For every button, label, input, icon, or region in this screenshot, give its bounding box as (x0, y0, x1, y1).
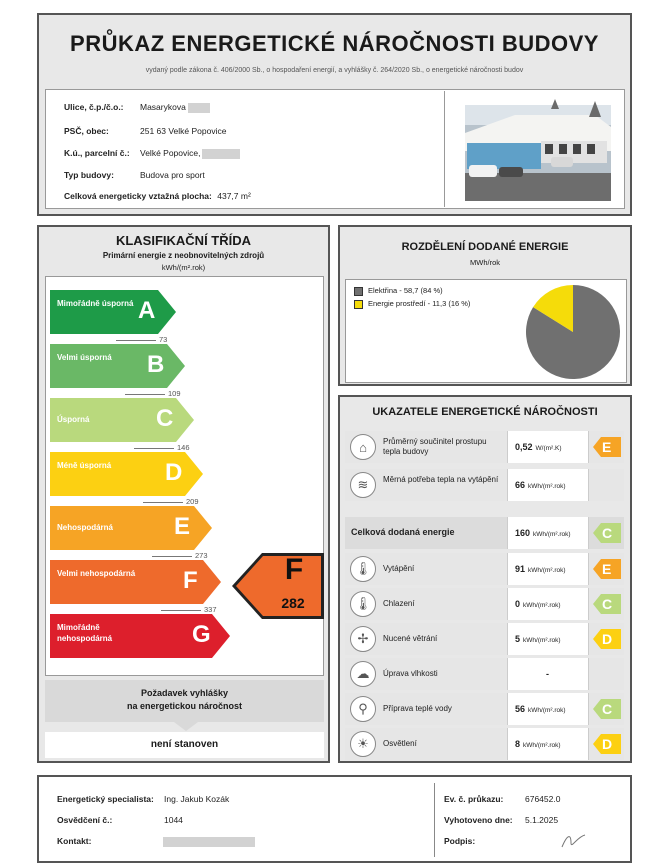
class-bar-b (50, 344, 185, 388)
class-bar-a (50, 290, 176, 334)
header-panel (37, 13, 632, 216)
pie-chart (524, 283, 622, 381)
redacted-block (202, 149, 240, 159)
fan-icon: ✢ (350, 626, 376, 652)
class-letter: E (174, 513, 191, 540)
requirement-title-line2: na energetickou náročnost (126, 701, 243, 711)
class-threshold: 109 (125, 389, 181, 398)
indicator-row (345, 658, 624, 690)
indicator-value: 160 kWh/(m².rok) (515, 528, 571, 538)
legend-label-0: Elektřina - 58,7 (84 %) (368, 286, 443, 295)
indicator-row (345, 469, 624, 501)
class-threshold: 337 (161, 605, 217, 614)
cadastre-value: Velké Popovice, (140, 148, 201, 158)
humidity-icon: ☁ (350, 661, 376, 687)
type-label: Typ budovy: (64, 170, 114, 180)
class-letter: A (138, 297, 156, 324)
indicator-label: Příprava teplé vody (383, 704, 452, 713)
class-threshold: 73 (116, 335, 167, 344)
street-row (64, 102, 210, 113)
indicator-value: - (546, 669, 549, 679)
indicator-label: Průměrný součinitel prostupu tepla budovy (383, 437, 487, 456)
indicator-grade-badge: D (602, 736, 613, 752)
redacted-block (163, 837, 255, 847)
class-label: Nehospodárná (57, 523, 114, 532)
indicator-value: 0 kWh/(m².rok) (515, 599, 561, 609)
indicator-value: 8 kWh/(m².rok) (515, 739, 561, 749)
indicator-grade-badge: C (602, 596, 613, 612)
indicator-value: 66 kWh/(m².rok) (515, 480, 566, 490)
class-bar-e (50, 506, 212, 550)
class-bar-f (50, 560, 221, 604)
indicators-panel (338, 395, 632, 763)
footer-divider (434, 783, 435, 857)
requirement-title-line1: Požadavek vyhlášky (140, 688, 229, 698)
indicator-value: 0,52 W/(m².K) (515, 442, 562, 452)
class-letter: F (183, 567, 198, 594)
zip-label: PSČ, obec: (64, 126, 109, 136)
street-label: Ulice, č.p./č.o.: (64, 102, 124, 112)
requirement-box (45, 680, 324, 722)
certificate-value: 1044 (164, 815, 183, 825)
class-label: Mimořádně úsporná (57, 299, 134, 308)
class-letter: G (192, 621, 211, 648)
signature-label: Podpis: (444, 836, 476, 846)
indicator-label: Úprava vlhkosti (383, 669, 438, 678)
ev-value: 676452.0 (525, 794, 561, 804)
lightbulb-icon: ☀ (350, 731, 376, 757)
requirement-value-box (45, 732, 324, 758)
heat-demand-icon: ≋ (350, 472, 376, 498)
indicator-grade-badge: C (602, 701, 613, 717)
indicator-label: Nucené větrání (383, 634, 438, 643)
classification-panel (37, 225, 330, 763)
water-tap-icon: ⚲ (350, 696, 376, 722)
class-threshold: 273 (152, 551, 208, 560)
indicators-title: UKAZATELE ENERGETICKÉ NÁROČNOSTI (372, 406, 598, 418)
indicator-grade-badge: C (602, 525, 613, 541)
zip-value: 251 63 Velké Popovice (140, 126, 227, 136)
class-letter: D (165, 459, 183, 486)
indicator-value: 56 kWh/(m².rok) (515, 704, 566, 714)
indicator-row (345, 693, 624, 725)
indicator-label: Osvětlení (383, 739, 417, 748)
indicator-row (345, 588, 624, 620)
zip-row (64, 126, 226, 136)
class-threshold: 146 (134, 443, 190, 452)
class-bar-g (50, 614, 230, 658)
legend-item (354, 286, 443, 295)
indicator-row (345, 431, 624, 463)
cadastre-row (64, 148, 240, 159)
document-subtitle: vydaný podle zákona č. 406/2000 Sb., o hospodaření energií, a vyhlášky č. 264/2020 Sb., o energetické náročnosti budov (145, 67, 524, 74)
class-bar-d (50, 452, 203, 496)
result-value: 282 (281, 595, 305, 611)
class-label: Úsporná (57, 415, 90, 424)
type-row (64, 170, 205, 180)
indicator-row (345, 728, 624, 760)
classification-title: KLASIFIKAČNÍ TŘÍDA (115, 233, 252, 248)
area-label: Celková energeticky vztažná plocha: (64, 191, 212, 201)
cadastre-label: K.ú., parcelní č.: (64, 148, 130, 158)
type-value: Budova pro sport (140, 170, 205, 180)
legend-label-1: Energie prostředí - 11,3 (16 %) (368, 299, 471, 308)
legend-item (354, 299, 470, 308)
heating-thermometer-icon: 🌡 (350, 556, 376, 582)
class-bar-c (50, 398, 194, 442)
legend-swatch-1 (354, 300, 363, 309)
class-threshold: 209 (143, 497, 199, 506)
indicator-grade-badge: D (602, 631, 613, 647)
indicator-label: Celková dodaná energie (351, 527, 455, 537)
indicator-label: Měrná potřeba tepla na vytápění (383, 475, 499, 484)
result-letter: F (284, 553, 304, 586)
building-info-box (45, 89, 625, 209)
requirement-value: není stanoven (150, 739, 219, 750)
class-label: Velmi nehospodárná (57, 569, 136, 578)
class-letter: B (147, 351, 165, 378)
indicator-grade-badge: E (602, 561, 612, 577)
indicator-value: 91 kWh/(m².rok) (515, 564, 566, 574)
distribution-chart-box (345, 279, 627, 383)
issued-label: Vyhotoveno dne: (444, 815, 513, 825)
building-photo (444, 91, 624, 207)
ev-label: Ev. č. průkazu: (444, 794, 504, 804)
footer-panel (37, 775, 632, 863)
contact-label: Kontakt: (57, 836, 92, 846)
indicator-grade-badge: E (602, 439, 612, 455)
cooling-thermometer-icon: 🌡 (350, 591, 376, 617)
house-icon: ⌂ (350, 434, 376, 460)
redacted-block (188, 103, 210, 113)
indicator-row (345, 553, 624, 585)
distribution-unit: MWh/rok (470, 258, 500, 267)
classification-subtitle: Primární energie z neobnovitelných zdrojů (102, 251, 265, 260)
legend-swatch-0 (354, 287, 363, 296)
specialist-label: Energetický specialista: (57, 794, 154, 804)
indicator-row (345, 623, 624, 655)
document-title: PRŮKAZ ENERGETICKÉ NÁROČNOSTI BUDOVY (70, 31, 599, 56)
result-marker (232, 553, 324, 619)
indicator-label: Chlazení (383, 599, 415, 608)
area-row (64, 191, 251, 201)
specialist-value: Ing. Jakub Kozák (164, 794, 230, 804)
class-letter: C (156, 405, 174, 432)
indicator-label: Vytápění (383, 564, 415, 573)
street-value: Masarykova (140, 102, 186, 112)
distribution-title: ROZDĚLENÍ DODANÉ ENERGIE (401, 241, 569, 253)
area-value: 437,7 m² (217, 191, 251, 201)
signature-mark (559, 831, 589, 851)
certificate-label: Osvědčení č.: (57, 815, 113, 825)
indicator-row (345, 517, 624, 549)
class-label: Méně úsporná (57, 461, 112, 470)
indicator-value: 5 kWh/(m².rok) (515, 634, 561, 644)
distribution-panel (338, 225, 632, 386)
issued-value: 5.1.2025 (525, 815, 559, 825)
class-label: Velmi úsporná (57, 353, 112, 362)
class-scale-box (45, 276, 324, 676)
classification-unit: kWh/(m².rok) (161, 263, 206, 272)
class-label: Mimořádně nehospodárná (57, 623, 113, 643)
